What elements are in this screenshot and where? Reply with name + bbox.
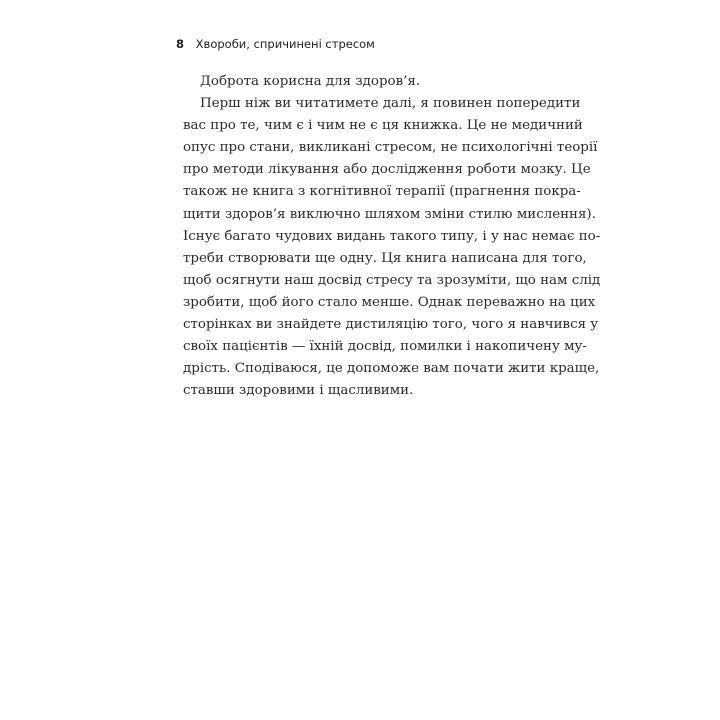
body-text [183,71,601,402]
paragraph-line: опус про стани, викликані стресом, не психологічні теорії [183,140,598,156]
paragraph-line: щити здоров’я виключно шляхом зміни стилю мислення). [183,206,596,222]
paragraph-line: сторінках ви знайдете дистиляцію того, чого я навчився у [183,317,599,333]
running-header [176,37,375,51]
paragraph-line: про методи лікування або дослідження роботи мозку. Це [183,162,591,178]
paragraph-line: своїх пацієнтів — їхній досвід, помилки і накопичену му- [183,339,587,355]
page-number: 8 [176,37,185,51]
paragraph-line: вас про те, чим є і чим не є ця книжка. Це не медичний [183,118,583,134]
paragraph-line: Перш ніж ви читатимете далі, я повинен попередити [200,96,581,112]
paragraph-line: треби створювати ще одну. Ця книга написана для того, [183,250,587,266]
paragraph-line: дрість. Сподіваюся, це допоможе вам почати жити краще, [183,361,600,377]
paragraph-line: Доброта корисна для здоров’я. [200,74,421,89]
paragraph-line: зробити, щоб його стало менше. Однак переважно на цих [183,294,596,310]
running-title: Хвороби, спричинені стресом [195,37,375,51]
paragraph-line: щоб осягнути наш досвід стресу та зрозуміти, що нам слід [183,272,601,288]
paragraph-line: також не книга з когнітивної терапії (прагнення покра- [183,184,581,200]
paragraph-line: Існує багато чудових видань такого типу, і у нас немає по- [183,228,601,244]
paragraph-line: ставши здоровими і щасливими. [183,383,414,399]
